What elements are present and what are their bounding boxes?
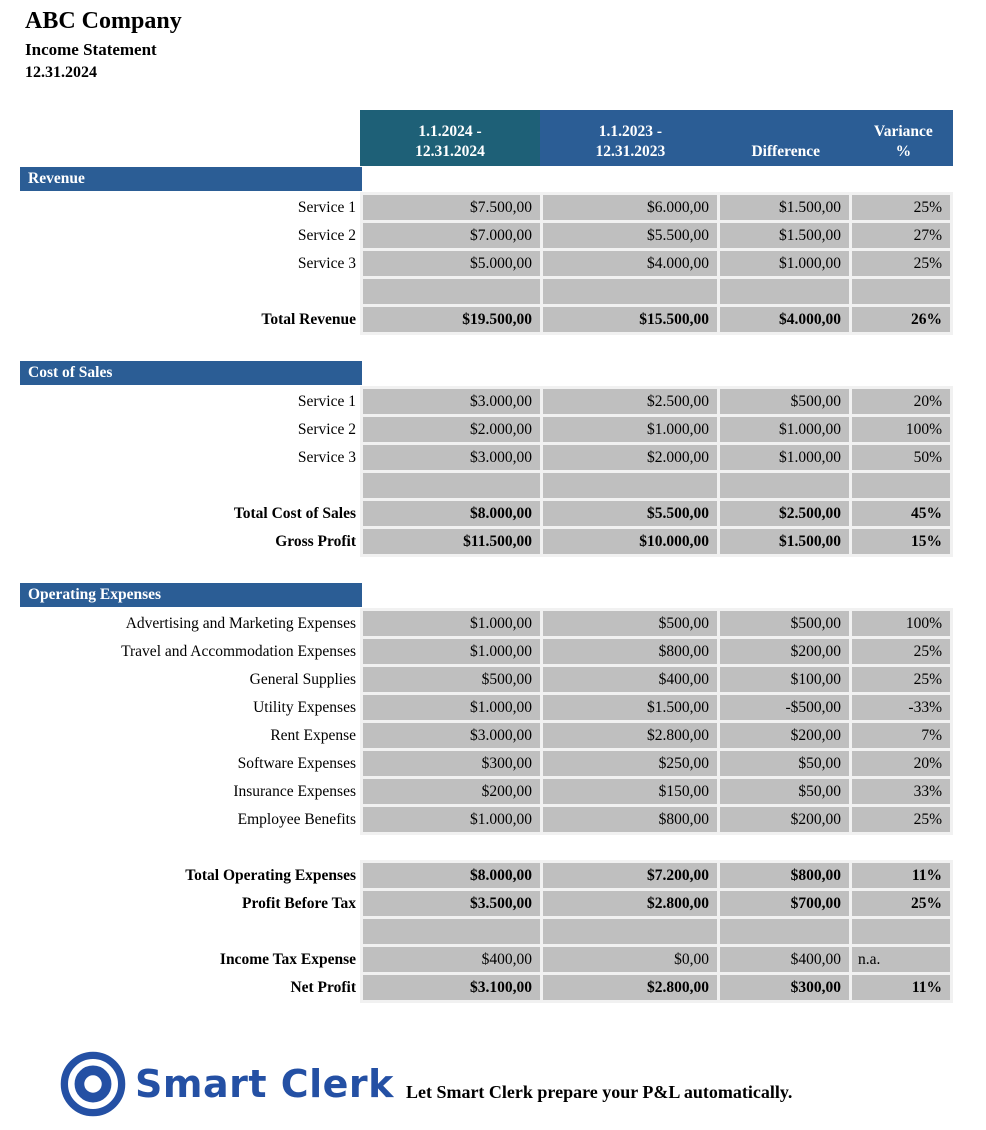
cell-period-current: $11.500,00 (363, 529, 540, 554)
values-frame (360, 608, 953, 835)
variance-line2: % (895, 143, 912, 160)
row-label: General Supplies (249, 671, 356, 688)
cell-variance: 25% (852, 807, 950, 832)
table-row (363, 445, 950, 470)
section-bar-row (20, 361, 986, 385)
row-label: Service 1 (297, 199, 356, 216)
section-revenue (20, 167, 986, 335)
cell-period-current: $200,00 (363, 779, 540, 804)
table-row (363, 501, 950, 526)
company-name: ABC Company (25, 8, 182, 34)
row-labels-column (20, 860, 360, 1003)
cell-variance: 25% (852, 891, 950, 916)
empty-row (363, 279, 950, 304)
section-title-bar: Revenue (20, 167, 362, 191)
row-label: Utility Expenses (253, 699, 356, 716)
cell-period-prior (543, 919, 717, 944)
cell-period-current: $7.500,00 (363, 195, 540, 220)
column-header-period-current (360, 110, 540, 166)
table-row (363, 779, 950, 804)
table-row (363, 389, 950, 414)
table-row (363, 307, 950, 332)
cell-difference: $50,00 (720, 779, 849, 804)
cell-period-current: $500,00 (363, 667, 540, 692)
cell-difference: $200,00 (720, 723, 849, 748)
row-label: Service 2 (297, 421, 356, 438)
period-current-line2: 12.31.2024 (415, 143, 485, 160)
section-bar-row (20, 583, 986, 607)
cell-period-prior: $400,00 (543, 667, 717, 692)
cell-period-prior: $500,00 (543, 611, 717, 636)
smart-clerk-brand[interactable]: Smart Clerk (135, 1062, 394, 1106)
cell-period-prior: $2.500,00 (543, 389, 717, 414)
row-label (20, 473, 356, 498)
cell-period-prior: $6.000,00 (543, 195, 717, 220)
cell-variance: n.a. (852, 947, 950, 972)
cell-variance: 45% (852, 501, 950, 526)
cell-period-current: $1.000,00 (363, 611, 540, 636)
row-labels-column (20, 386, 360, 557)
cell-period-current (363, 919, 540, 944)
row-labels-column (20, 608, 360, 835)
row-label: Total Operating Expenses (185, 867, 356, 884)
cell-variance: 25% (852, 251, 950, 276)
row-label (20, 919, 356, 944)
period-prior-line2: 12.31.2023 (595, 143, 666, 160)
cell-difference: $1.500,00 (720, 529, 849, 554)
section-title-bar: Cost of Sales (20, 361, 362, 385)
cell-period-current (363, 473, 540, 498)
cell-period-prior (543, 473, 717, 498)
cell-difference: $400,00 (720, 947, 849, 972)
cell-difference: $500,00 (720, 389, 849, 414)
section-operating-expenses (20, 583, 986, 1003)
row-label: Employee Benefits (237, 811, 356, 828)
cell-period-prior: $5.500,00 (543, 501, 717, 526)
report-title: Income Statement (25, 40, 157, 59)
cell-period-prior: $1.000,00 (543, 417, 717, 442)
cell-variance: 33% (852, 779, 950, 804)
row-label: Travel and Accommodation Expenses (121, 643, 356, 660)
table-row (363, 863, 950, 888)
cell-difference: $800,00 (720, 863, 849, 888)
row-label (20, 279, 356, 304)
cell-variance (852, 919, 950, 944)
cell-period-current: $3.000,00 (363, 445, 540, 470)
section-block (20, 386, 986, 557)
cell-difference: $50,00 (720, 751, 849, 776)
period-prior-line1: 1.1.2023 - (598, 123, 662, 140)
row-label: Gross Profit (275, 533, 356, 550)
row-label: Software Expenses (237, 755, 356, 772)
cell-difference: $500,00 (720, 611, 849, 636)
cell-period-current: $1.000,00 (363, 807, 540, 832)
cell-period-prior: $1.500,00 (543, 695, 717, 720)
cell-variance: -33% (852, 695, 950, 720)
cell-period-current: $19.500,00 (363, 307, 540, 332)
row-label: Advertising and Marketing Expenses (125, 615, 356, 632)
cell-period-prior: $2.000,00 (543, 445, 717, 470)
values-frame (360, 386, 953, 557)
cell-period-current: $7.000,00 (363, 223, 540, 248)
cell-period-prior: $4.000,00 (543, 251, 717, 276)
cell-difference: $1.500,00 (720, 223, 849, 248)
cell-period-prior: $150,00 (543, 779, 717, 804)
table-row (363, 639, 950, 664)
cell-difference: $1.500,00 (720, 195, 849, 220)
section-bar-row (20, 167, 986, 191)
cell-period-current: $8.000,00 (363, 863, 540, 888)
empty-row (363, 919, 950, 944)
cell-difference (720, 919, 849, 944)
cell-period-current: $1.000,00 (363, 695, 540, 720)
report-date: 12.31.2024 (25, 64, 97, 81)
cell-period-prior: $250,00 (543, 751, 717, 776)
cell-period-prior (543, 279, 717, 304)
table-row (363, 947, 950, 972)
table-row (363, 667, 950, 692)
cell-difference: $100,00 (720, 667, 849, 692)
section-cost-of-sales (20, 361, 986, 557)
period-current-line1: 1.1.2024 - (418, 123, 482, 140)
footer-tagline: Let Smart Clerk prepare your P&L automatically. (405, 1081, 793, 1102)
cell-period-prior: $10.000,00 (543, 529, 717, 554)
table-row (363, 529, 950, 554)
table-row (363, 751, 950, 776)
cell-difference (720, 279, 849, 304)
section-block (20, 608, 986, 835)
variance-line1: Variance (873, 123, 933, 140)
document-header (25, 0, 986, 83)
column-header-band (360, 110, 953, 166)
cell-period-prior: $2.800,00 (543, 891, 717, 916)
cell-period-current (363, 279, 540, 304)
cell-variance: 25% (852, 667, 950, 692)
income-statement-table (20, 167, 986, 1003)
table-row (363, 807, 950, 832)
cell-difference: $1.000,00 (720, 251, 849, 276)
section-block (20, 192, 986, 335)
smart-clerk-logo-icon (60, 1051, 126, 1117)
table-row (363, 251, 950, 276)
row-label: Rent Expense (270, 727, 356, 744)
cell-variance: 100% (852, 611, 950, 636)
cell-variance: 15% (852, 529, 950, 554)
cell-period-current: $300,00 (363, 751, 540, 776)
cell-variance: 20% (852, 751, 950, 776)
table-row (363, 891, 950, 916)
cell-variance: 25% (852, 195, 950, 220)
cell-period-current: $1.000,00 (363, 639, 540, 664)
cell-period-current: $8.000,00 (363, 501, 540, 526)
table-row (363, 223, 950, 248)
row-label: Total Revenue (261, 311, 356, 328)
cell-period-prior: $2.800,00 (543, 723, 717, 748)
difference-label: Difference (751, 143, 820, 160)
cell-difference: $300,00 (720, 975, 849, 1000)
column-header-blue-group (540, 110, 953, 166)
cell-period-current: $5.000,00 (363, 251, 540, 276)
cell-difference: $200,00 (720, 807, 849, 832)
table-row (363, 195, 950, 220)
row-label: Service 3 (297, 255, 356, 272)
cell-variance: 50% (852, 445, 950, 470)
column-header-period-prior (543, 110, 718, 166)
row-label: Service 1 (297, 393, 356, 410)
cell-variance (852, 279, 950, 304)
footer (60, 1051, 986, 1117)
cell-period-prior: $800,00 (543, 807, 717, 832)
cell-period-prior: $7.200,00 (543, 863, 717, 888)
row-label: Income Tax Expense (219, 951, 356, 968)
cell-period-current: $3.000,00 (363, 723, 540, 748)
cell-difference: -$500,00 (720, 695, 849, 720)
cell-period-current: $2.000,00 (363, 417, 540, 442)
cell-difference: $200,00 (720, 639, 849, 664)
cell-difference: $1.000,00 (720, 417, 849, 442)
cell-difference (720, 473, 849, 498)
row-labels-column (20, 192, 360, 335)
column-header-difference (721, 110, 851, 166)
row-label: Total Cost of Sales (233, 505, 356, 522)
cell-period-prior: $800,00 (543, 639, 717, 664)
cell-variance: 7% (852, 723, 950, 748)
values-frame (360, 860, 953, 1003)
cell-difference: $700,00 (720, 891, 849, 916)
cell-difference: $1.000,00 (720, 445, 849, 470)
table-row (363, 695, 950, 720)
section-block (20, 860, 986, 1003)
cell-variance: 11% (852, 975, 950, 1000)
cell-period-current: $3.000,00 (363, 389, 540, 414)
cell-variance: 25% (852, 639, 950, 664)
row-label: Profit Before Tax (242, 895, 356, 912)
cell-variance: 20% (852, 389, 950, 414)
empty-row (363, 473, 950, 498)
cell-period-prior: $0,00 (543, 947, 717, 972)
cell-period-current: $3.500,00 (363, 891, 540, 916)
cell-period-current: $3.100,00 (363, 975, 540, 1000)
cell-variance: 100% (852, 417, 950, 442)
row-label: Net Profit (290, 979, 356, 996)
cell-period-prior: $2.800,00 (543, 975, 717, 1000)
cell-period-prior: $5.500,00 (543, 223, 717, 248)
row-label: Service 2 (297, 227, 356, 244)
cell-period-current: $400,00 (363, 947, 540, 972)
cell-variance: 11% (852, 863, 950, 888)
table-row (363, 975, 950, 1000)
cell-variance (852, 473, 950, 498)
cell-variance: 26% (852, 307, 950, 332)
row-label: Insurance Expenses (233, 783, 356, 800)
column-header-variance (854, 110, 953, 166)
cell-difference: $4.000,00 (720, 307, 849, 332)
row-label: Service 3 (297, 449, 356, 466)
table-row (363, 611, 950, 636)
cell-difference: $2.500,00 (720, 501, 849, 526)
values-frame (360, 192, 953, 335)
cell-variance: 27% (852, 223, 950, 248)
table-row (363, 417, 950, 442)
cell-period-prior: $15.500,00 (543, 307, 717, 332)
section-title-bar: Operating Expenses (20, 583, 362, 607)
table-row (363, 723, 950, 748)
